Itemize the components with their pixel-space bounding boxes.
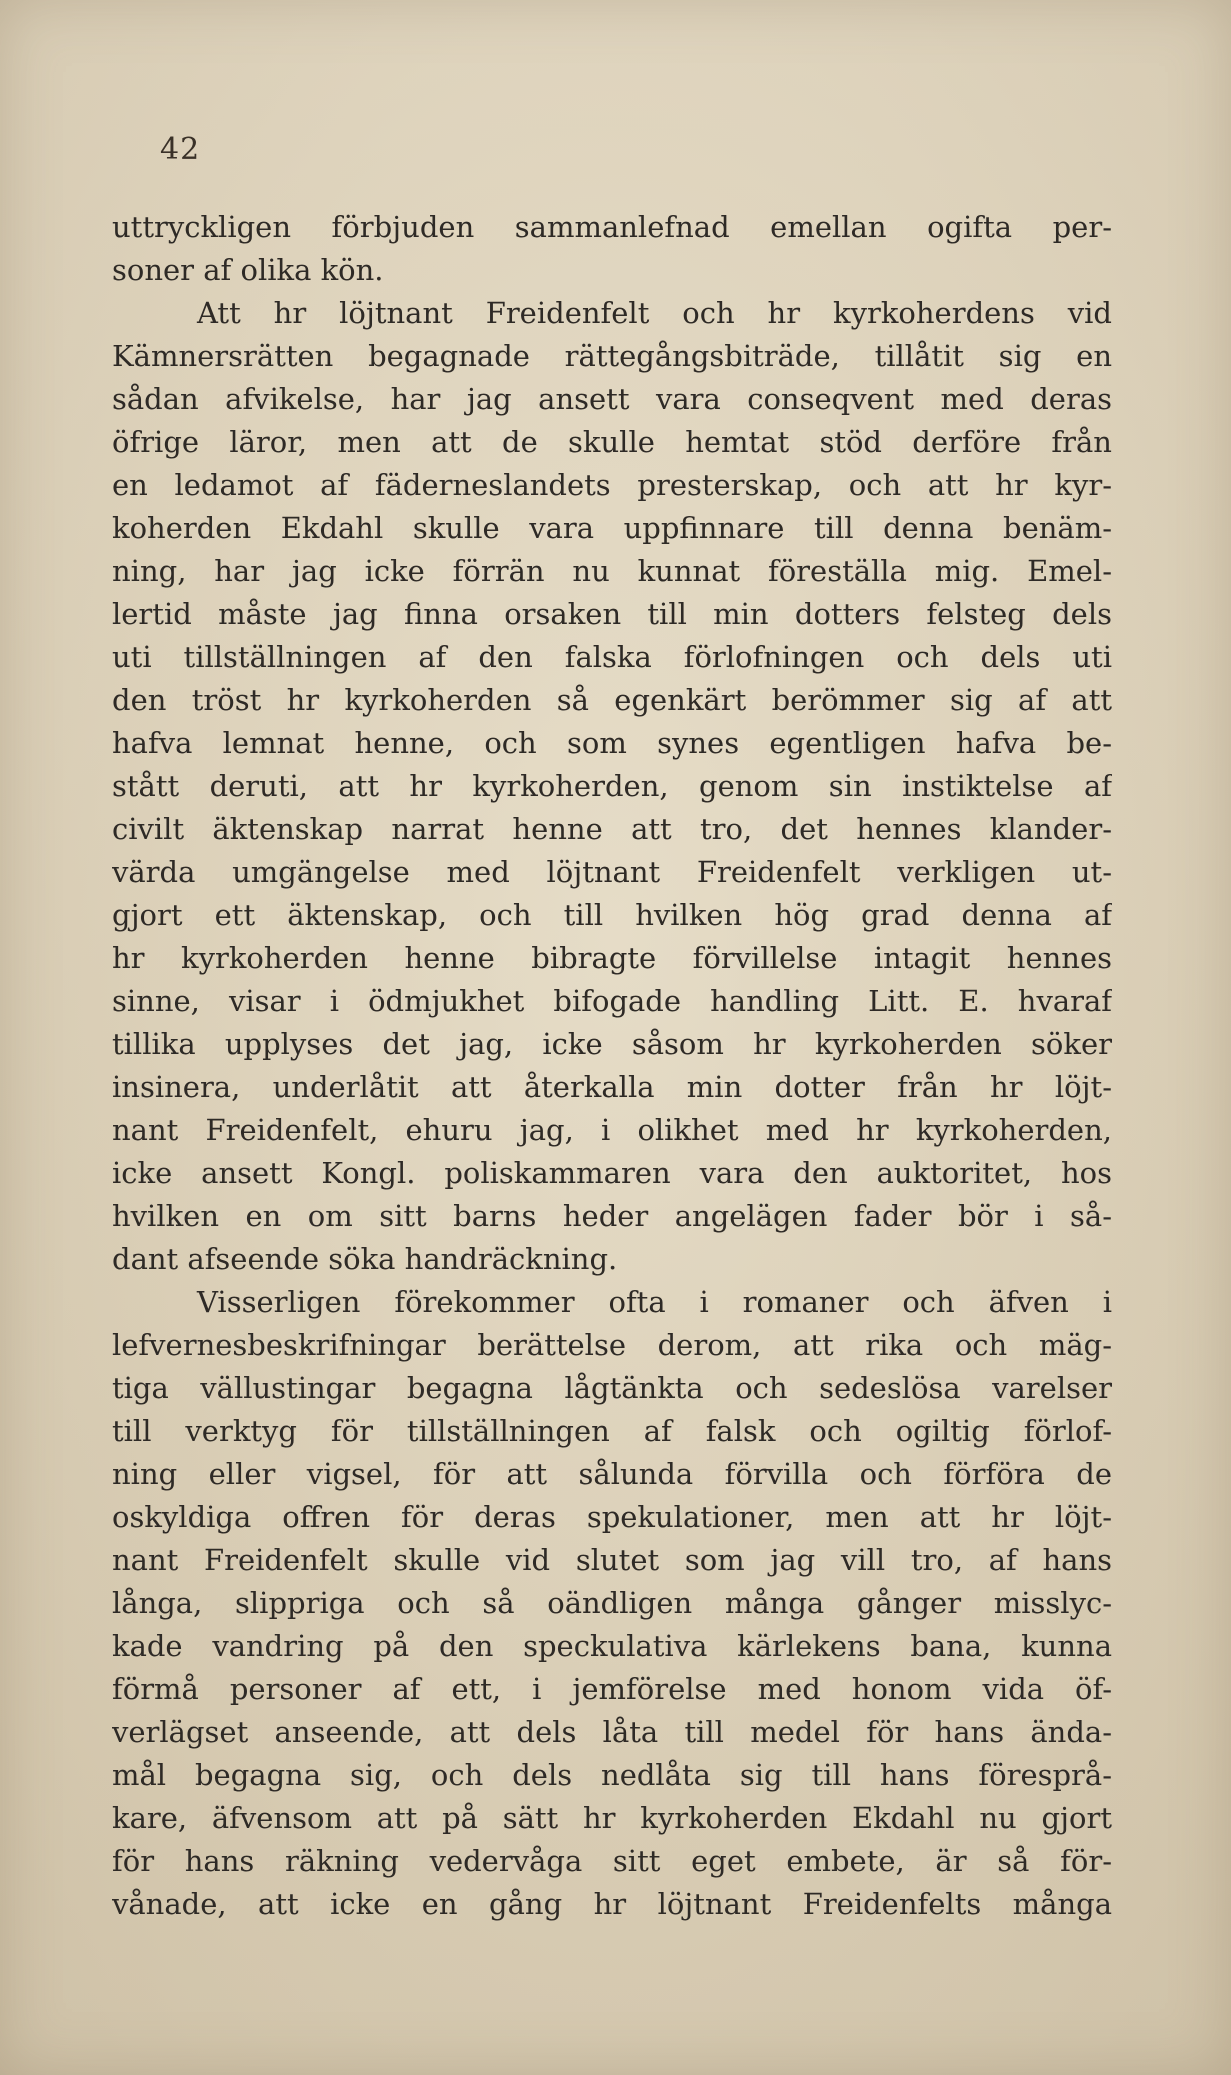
text-line: förmå personer af ett, i jemförelse med honom vida öf- (112, 1672, 1112, 1706)
text-line: uti tillställningen af den falska förlofningen och dels uti (112, 640, 1112, 674)
text-line: dant afseende söka handräckning. (112, 1242, 618, 1276)
text-line: värda umgängelse med löjtnant Freidenfelt verkligen ut- (112, 855, 1112, 889)
text-line: tiga vällustingar begagna lågtänkta och sedeslösa varelser (112, 1371, 1112, 1405)
text-line: nant Freidenfelt, ehuru jag, i olikhet med hr kyrkoherden, (112, 1113, 1112, 1147)
text-line: en ledamot af fäderneslandets presterskap, och att hr kyr- (112, 468, 1112, 502)
text-line: sinne, visar i ödmjukhet bifogade handling Litt. E. hvaraf (112, 984, 1112, 1018)
text-line: oskyldiga offren för deras spekulationer, men att hr löjt- (112, 1500, 1112, 1534)
text-line: gjort ett äktenskap, och till hvilken hög grad denna af (112, 898, 1112, 932)
text-line: Kämnersrätten begagnade rättegångsbiträde, tillåtit sig en (112, 339, 1112, 373)
text-line: hvilken en om sitt barns heder angelägen fader bör i så- (112, 1199, 1112, 1233)
text-line: vånade, att icke en gång hr löjtnant Freidenfelts många (112, 1887, 1112, 1921)
text-line: hr kyrkoherden henne bibragte förvillelse intagit hennes (112, 941, 1112, 975)
text-line: ning eller vigsel, för att sålunda förvilla och förföra de (112, 1457, 1112, 1491)
text-line: öfrige läror, men att de skulle hemtat stöd derföre från (112, 425, 1112, 459)
text-line: sådan afvikelse, har jag ansett vara conseqvent med deras (112, 382, 1112, 416)
text-line: kare, äfvensom att på sätt hr kyrkoherden Ekdahl nu gjort (112, 1801, 1112, 1835)
text-line: nant Freidenfelt skulle vid slutet som jag vill tro, af hans (112, 1543, 1112, 1577)
text-line: koherden Ekdahl skulle vara uppfinnare till denna benäm- (112, 511, 1112, 545)
text-line: till verktyg för tillställningen af falsk och ogiltig förlof- (112, 1414, 1112, 1448)
text-line: för hans räkning vedervåga sitt eget embete, är så för- (112, 1844, 1112, 1878)
text-line: uttryckligen förbjuden sammanlefnad emellan ogifta per- (112, 210, 1112, 244)
body-text (112, 206, 1112, 1926)
text-line: lefvernesbeskrifningar berättelse derom, att rika och mäg- (112, 1328, 1112, 1362)
text-line: icke ansett Kongl. poliskammaren vara den auktoritet, hos (112, 1156, 1112, 1190)
text-line: mål begagna sig, och dels nedlåta sig till hans föresprå- (112, 1758, 1112, 1792)
text-line: långa, slippriga och så oändligen många gånger misslyc- (112, 1586, 1112, 1620)
text-line: civilt äktenskap narrat henne att tro, det hennes klander- (112, 812, 1112, 846)
text-line: stått deruti, att hr kyrkoherden, genom sin instiktelse af (112, 769, 1112, 803)
text-line: hafva lemnat henne, och som synes egentligen hafva be- (112, 726, 1112, 760)
text-line: tillika upplyses det jag, icke såsom hr kyrkoherden söker (112, 1027, 1112, 1061)
text-line: den tröst hr kyrkoherden så egenkärt berömmer sig af att (112, 683, 1112, 717)
text-line: soner af olika kön. (112, 253, 384, 287)
page-number: 42 (160, 132, 201, 167)
text-line: insinera, underlåtit att återkalla min dotter från hr löjt- (112, 1070, 1112, 1104)
text-line: lertid måste jag finna orsaken till min dotters felsteg dels (112, 597, 1112, 631)
text-line: kade vandring på den speckulativa kärlekens bana, kunna (112, 1629, 1112, 1663)
text-line: Visserligen förekommer ofta i romaner och äfven i (197, 1285, 1112, 1319)
text-line: Att hr löjtnant Freidenfelt och hr kyrkoherdens vid (197, 296, 1112, 330)
text-line: verlägset anseende, att dels låta till medel för hans ända- (112, 1715, 1112, 1749)
text-line: ning, har jag icke förrän nu kunnat föreställa mig. Emel- (112, 554, 1112, 588)
